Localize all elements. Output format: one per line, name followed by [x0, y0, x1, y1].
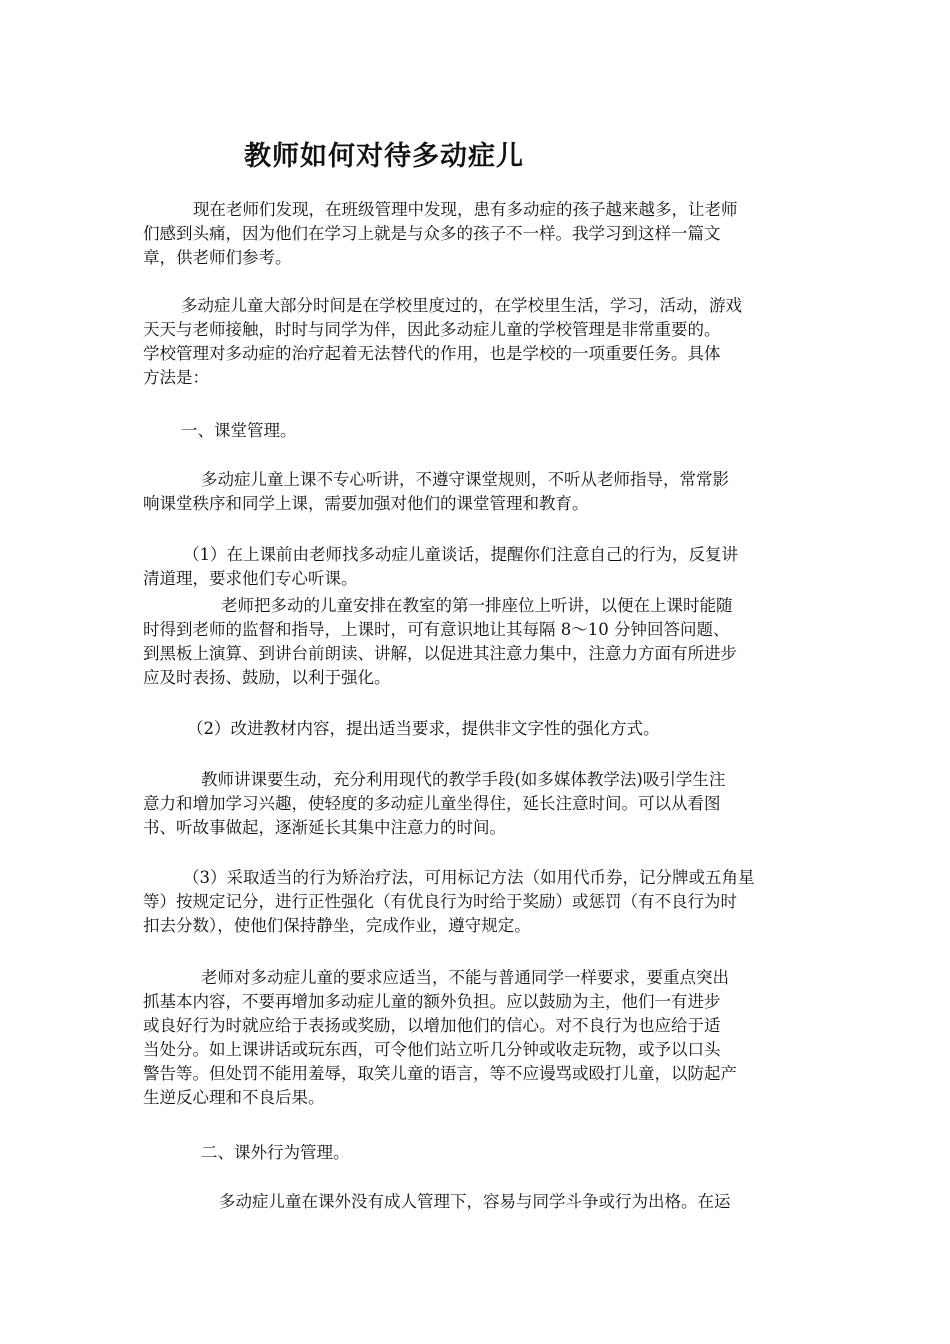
paragraph-line: 天天与老师接触，时时与同学为伴，因此多动症儿童的学校管理是非常重要的。: [143, 320, 721, 339]
paragraph-line: 学校管理对多动症的治疗起着无法替代的作用，也是学校的一项重要任务。具体: [143, 344, 721, 363]
paragraph-line: 多动症儿童上课不专心听讲，不遵守课堂规则，不听从老师指导，常常影: [201, 470, 729, 489]
section-subheading: （2）改进教材内容，提出适当要求，提供非文字性的强化方式。: [187, 719, 660, 738]
paragraph-line: 等）按规定记分，进行正性强化（有优良行为时给于奖励）或惩罚（有不良行为时: [143, 892, 737, 911]
paragraph-line: 教师讲课要生动，充分利用现代的教学手段(如多媒体教学法)吸引学生注: [201, 770, 726, 789]
paragraph-line: 多动症儿童大部分时间是在学校里度过的，在学校里生活，学习，活动，游戏: [181, 296, 742, 315]
paragraph-line: 生逆反心理和不良后果。: [143, 1088, 325, 1107]
paragraph-line: 时得到老师的监督和指导，上课时，可有意识地让其每隔 8～10 分钟回答问题、: [143, 620, 730, 639]
paragraph-line: 们感到头痛，因为他们在学习上就是与众多的孩子不一样。我学习到这样一篇文: [143, 224, 721, 243]
paragraph-line: 老师对多动症儿童的要求应适当，不能与普通同学一样要求，要重点突出: [201, 968, 729, 987]
paragraph-line: 扣去分数），使他们保持静坐，完成作业，遵守规定。: [143, 916, 531, 935]
paragraph-line: 老师把多动的儿童安排在教室的第一排座位上听讲，以便在上课时能随: [221, 596, 733, 615]
paragraph-line: （3）采取适当的行为矫治疗法，可用标记方法（如用代币券，记分牌或五角星: [183, 868, 755, 887]
paragraph-line: （1）在上课前由老师找多动症儿童谈话，提醒你们注意自己的行为，反复讲: [183, 545, 738, 564]
document-title: 教师如何对待多动症儿: [244, 141, 524, 172]
paragraph-line: 到黑板上演算、到讲台前朗读、讲解，以促进其注意力集中，注意力方面有所进步: [143, 644, 737, 663]
paragraph-line: 响课堂秩序和同学上课，需要加强对他们的课堂管理和教育。: [143, 494, 589, 513]
paragraph-line: 意力和增加学习兴趣，使轻度的多动症儿童坐得住，延长注意时间。可以从看图: [143, 794, 721, 813]
paragraph-line: 或良好行为时就应给于表扬或奖励，以增加他们的信心。对不良行为也应给于适: [143, 1016, 721, 1035]
paragraph-line: 章，供老师们参考。: [143, 248, 292, 267]
section-heading: 一、课堂管理。: [181, 421, 297, 440]
paragraph-line: 当处分。如上课讲话或玩东西，可令他们站立听几分钟或收走玩物，或予以口头: [143, 1040, 721, 1059]
paragraph-line: 书、听故事做起，逐渐延长其集中注意力的时间。: [143, 818, 506, 837]
paragraph-line: 方法是：: [143, 368, 209, 387]
paragraph-line: 警告等。但处罚不能用羞辱，取笑儿童的语言，等不应谩骂或殴打儿童，以防起产: [143, 1064, 737, 1083]
paragraph-line: 应及时表扬、鼓励，以利于强化。: [143, 668, 391, 687]
paragraph-line: 清道理，要求他们专心听课。: [143, 569, 358, 588]
paragraph-line: 现在老师们发现，在班级管理中发现，患有多动症的孩子越来越多，让老师: [193, 200, 738, 219]
paragraph-line: 抓基本内容，不要再增加多动症儿童的额外负担。应以鼓励为主，他们一有进步: [143, 992, 721, 1011]
section-heading: 二、课外行为管理。: [201, 1143, 350, 1162]
paragraph-line: 多动症儿童在课外没有成人管理下，容易与同学斗争或行为出格。在运: [219, 1192, 731, 1211]
